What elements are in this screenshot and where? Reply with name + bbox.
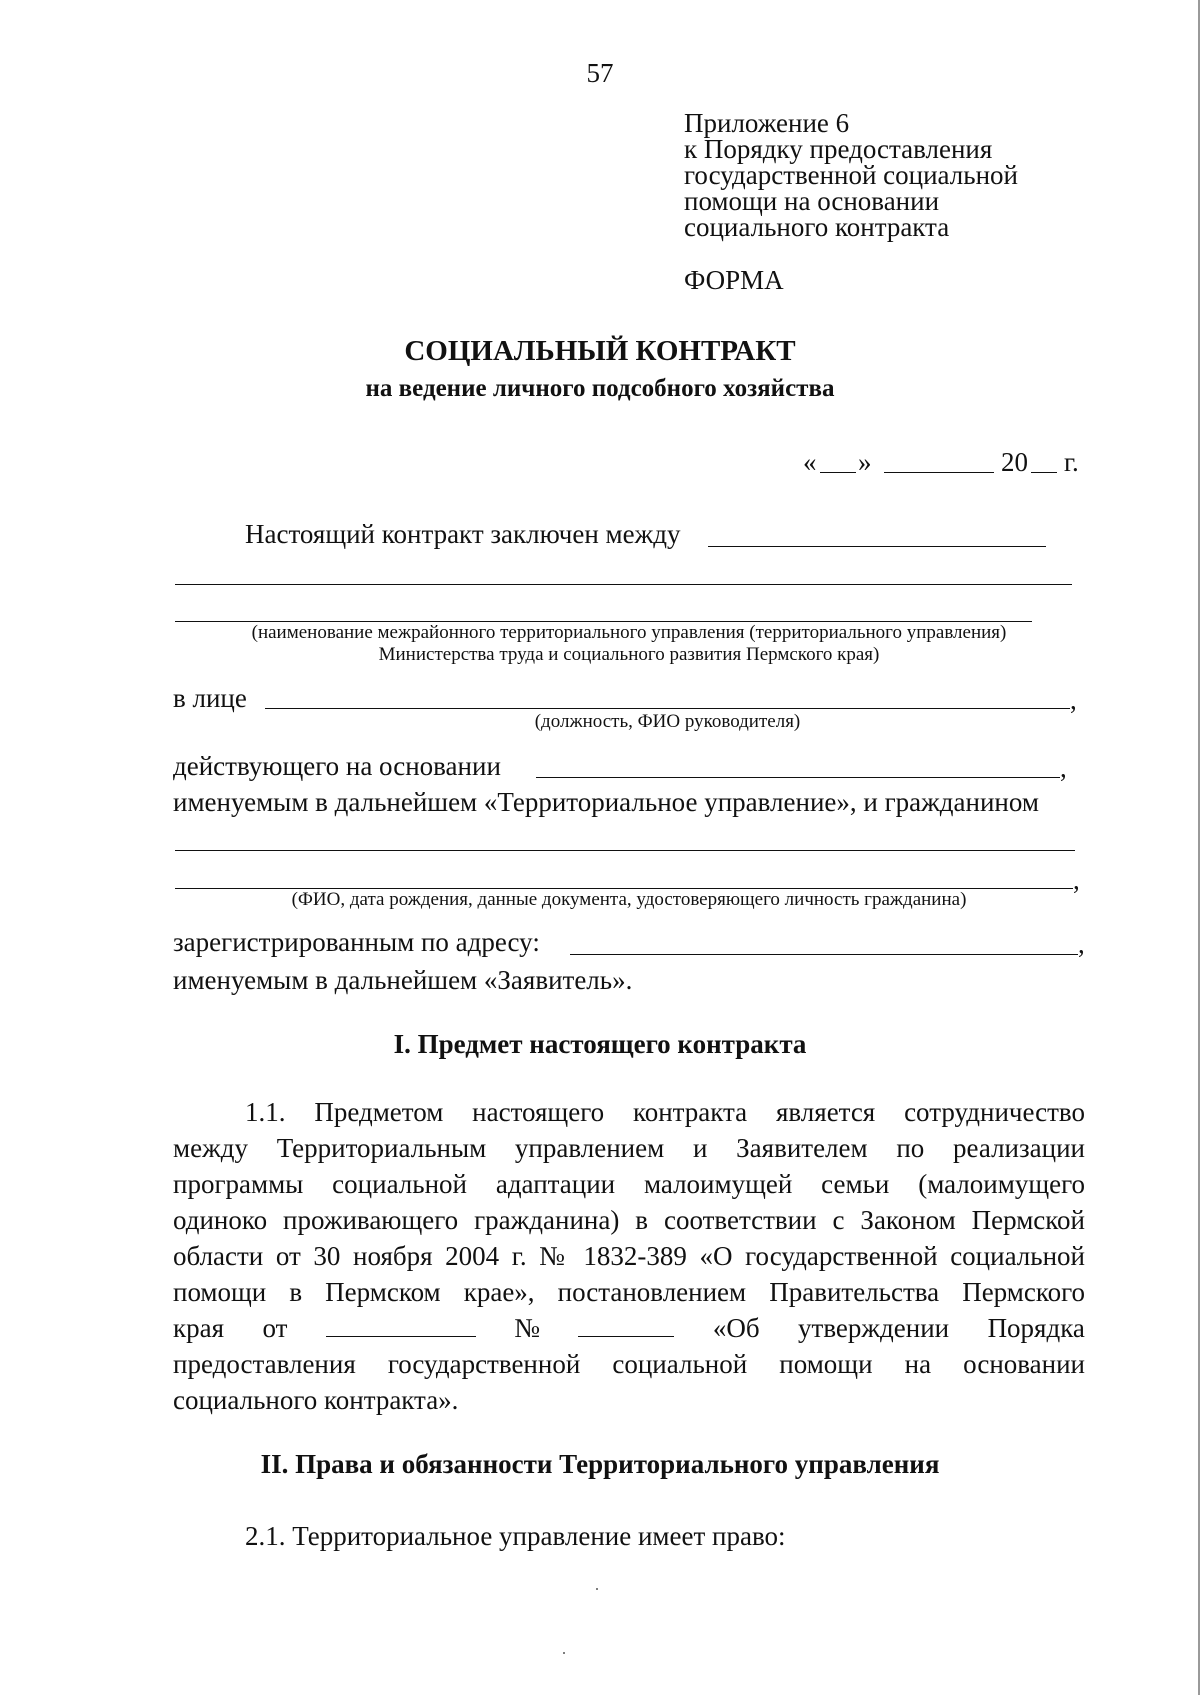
resolution-reference-row — [173, 1312, 1085, 1344]
comma: , — [1070, 685, 1077, 715]
paragraph-word: утверждении — [798, 1313, 950, 1343]
paragraph-word: от — [262, 1313, 288, 1343]
citizen-field[interactable] — [175, 850, 1075, 851]
head-field-caption: (должность, ФИО руководителя) — [534, 711, 801, 732]
registered-address-label: зарегистрированным по адресу: — [173, 927, 540, 957]
document-title: СОЦИАЛЬНЫЙ КОНТРАКТ — [404, 335, 796, 367]
section-heading: I. Предмет настоящего контракта — [393, 1029, 807, 1059]
in-person-label: в лице — [173, 683, 247, 713]
comma: , — [1060, 753, 1067, 783]
document-subtitle: на ведение личного подсобного хозяйства — [365, 375, 835, 402]
paragraph-word: края — [173, 1313, 225, 1343]
paragraph-line: предоставления государственной социальной помощи на основании — [173, 1349, 1085, 1379]
appendix-block — [684, 110, 1018, 240]
date-year-prefix: 20 — [1001, 447, 1028, 477]
date-month-field[interactable] — [884, 472, 994, 473]
comma: , — [1078, 929, 1085, 959]
paragraph-word: № — [514, 1313, 541, 1343]
resolution-date-field[interactable] — [326, 1312, 476, 1337]
org-field-caption: Министерства труда и социального развития Пермского края) — [378, 644, 880, 665]
org-field-caption: (наименование межрайонного территориального управления (территориального управления) — [251, 622, 1007, 643]
contract-parties-intro: Настоящий контракт заключен между — [245, 519, 681, 549]
acting-basis-label: действующего на основании — [173, 751, 501, 781]
acting-basis-field[interactable] — [536, 777, 1060, 778]
paragraph-line: между Территориальным управлением и Заявителем по реализации — [173, 1133, 1085, 1163]
paragraph-word: «Об — [712, 1313, 760, 1343]
named-applicant-text: именуемым в дальнейшем «Заявитель». — [173, 965, 633, 995]
paragraph-line: социального контракта». — [173, 1385, 459, 1415]
paragraph-line: 1.1. Предметом настоящего контракта является сотрудничество — [245, 1097, 1085, 1127]
citizen-field-caption: (ФИО, дата рождения, данные документа, удостоверяющего личность гражданина) — [291, 889, 967, 910]
scan-speck — [596, 1588, 598, 1590]
scan-speck — [563, 1652, 565, 1654]
paragraph-line: 2.1. Территориальное управление имеет право: — [245, 1521, 786, 1551]
section-heading: II. Права и обязанности Территориального управления — [260, 1449, 940, 1479]
comma: , — [1073, 865, 1080, 895]
paragraph-line: помощи в Пермском крае», постановлением Правительства Пермского — [173, 1277, 1085, 1307]
date-quote-open: « — [803, 447, 817, 477]
appendix-line: Приложение 6 — [684, 108, 850, 138]
paragraph-word: Порядка — [987, 1313, 1085, 1343]
org-name-field-line2[interactable] — [175, 584, 1072, 585]
resolution-number-field[interactable] — [578, 1312, 674, 1337]
appendix-line: к Порядку предоставления — [684, 134, 993, 164]
paragraph-line: одиноко проживающего гражданина) в соответствии с Законом Пермской — [173, 1205, 1085, 1235]
paragraph-line: программы социальной адаптации малоимущей семьи (малоимущего — [173, 1169, 1085, 1199]
date-year-suffix: г. — [1064, 447, 1079, 477]
appendix-line: помощи на основании — [684, 186, 940, 216]
named-territorial-text: именуемым в дальнейшем «Территориальное управление», и гражданином — [173, 787, 1039, 817]
form-label: ФОРМА — [684, 265, 784, 295]
appendix-line: социального контракта — [684, 212, 950, 242]
head-person-field[interactable] — [265, 708, 1070, 709]
registered-address-field[interactable] — [570, 954, 1078, 955]
date-quote-close: » — [858, 447, 872, 477]
date-day-field[interactable] — [820, 472, 856, 473]
page-number: 57 — [586, 58, 614, 88]
date-year-field[interactable] — [1031, 472, 1057, 473]
paragraph-line: области от 30 ноября 2004 г. № 1832-389 «О государственной социальной — [173, 1241, 1085, 1271]
appendix-line: государственной социальной — [684, 160, 1018, 190]
org-name-field[interactable] — [708, 546, 1046, 547]
